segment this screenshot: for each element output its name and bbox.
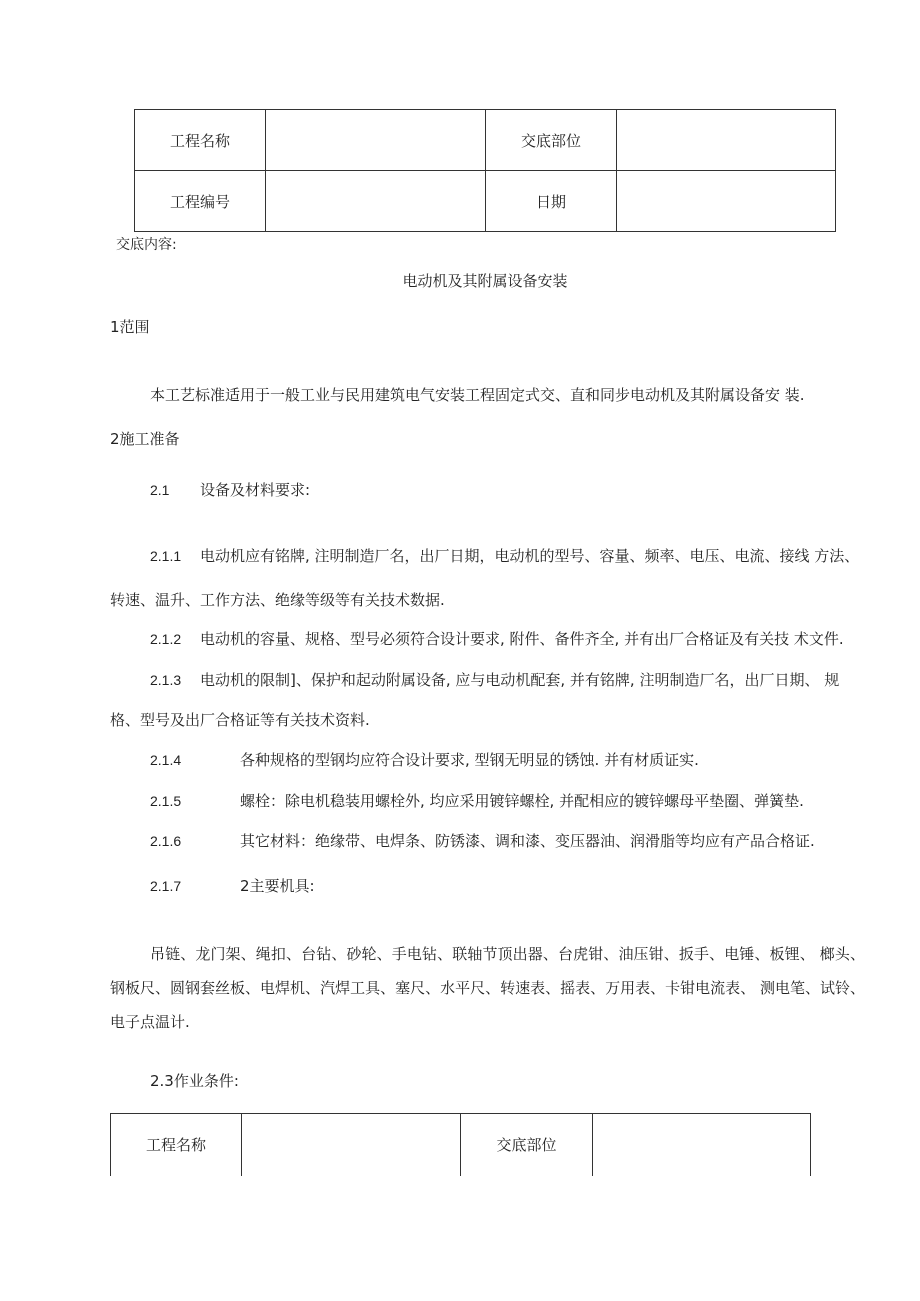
section-1-heading: 1范围	[110, 318, 150, 336]
section-2-3-heading: 2.3作业条件:	[150, 1072, 239, 1090]
item-number: 2.1.5	[150, 793, 182, 809]
handover-location-value	[617, 110, 836, 171]
handover-location-value	[593, 1114, 811, 1176]
project-name-label: 工程名称	[135, 110, 266, 171]
project-name-label: 工程名称	[111, 1114, 242, 1176]
item-number: 2.1.3	[150, 672, 182, 688]
item-number: 2.1.4	[150, 752, 182, 768]
handover-location-label: 交底部位	[486, 110, 617, 171]
content-label: 交底内容:	[116, 237, 177, 253]
header-info-table	[134, 109, 836, 232]
item-text: 各种规格的型钢均应符合设计要求, 型钢无明显的锈蚀. 并有材质证实.	[240, 751, 699, 769]
project-name-value	[242, 1114, 461, 1176]
footer-info-table	[110, 1113, 811, 1176]
date-value	[617, 171, 836, 232]
section-2-heading: 2施工准备	[110, 430, 180, 448]
item-text: 电动机的限制]、保护和起动附属设备, 应与电动机配套, 并有铭牌, 注明制造厂名，出厂日期、 规	[200, 671, 840, 689]
item-number: 2.1.7	[150, 878, 182, 894]
item-text: 其它材料：绝缘带、电焊条、防锈漆、调和漆、变压器油、润滑脂等均应有产品合格证.	[240, 832, 815, 850]
item-text-continued: 格、型号及出厂合格证等有关技术资料.	[110, 711, 370, 729]
item-number: 2.1.2	[150, 631, 182, 647]
date-label: 日期	[486, 171, 617, 232]
item-text-continued: 转速、温升、工作方法、绝缘等级等有关技术数据.	[110, 591, 445, 609]
item-number: 2.1.1	[150, 548, 182, 564]
item-text: 电动机的容量、规格、型号必须符合设计要求, 附件、备件齐全, 并有出厂合格证及有关技 术文件.	[200, 630, 844, 648]
item-number: 2.1.6	[150, 833, 182, 849]
project-number-label: 工程编号	[135, 171, 266, 232]
document-title: 电动机及其附属设备安装	[402, 272, 568, 290]
tools-paragraph: 吊链、龙门架、绳扣、台钻、砂轮、手电钻、联轴节顶出器、台虎钳、油压钳、扳手、电锤、板锂、 榔头、钢板尺、圆钢套丝板、电焊机、汽焊工具、塞尺、水平尺、转速表、摇表、万用表、卡钳电流表、 测电笔、试铃、电子点温计.	[110, 945, 865, 1031]
item-text: 2主要机具:	[240, 877, 315, 895]
item-text: 螺栓：除电机稳装用螺栓外, 均应采用镀锌螺栓, 并配相应的镀锌螺母平垫圈、弹簧垫.	[240, 792, 804, 810]
section-1-paragraph: 本工艺标准适用于一般工业与民用建筑电气安装工程固定式交、直和同步电动机及其附属设备安 装.	[150, 386, 805, 404]
section-2-1-title: 设备及材料要求:	[200, 481, 311, 499]
section-2-1-number: 2.1	[150, 482, 170, 498]
item-text: 电动机应有铭牌, 注明制造厂名，出厂日期，电动机的型号、容量、频率、电压、电流、接线 方法、	[200, 547, 860, 565]
project-number-value	[266, 171, 486, 232]
handover-location-label: 交底部位	[461, 1114, 593, 1176]
project-name-value	[266, 110, 486, 171]
